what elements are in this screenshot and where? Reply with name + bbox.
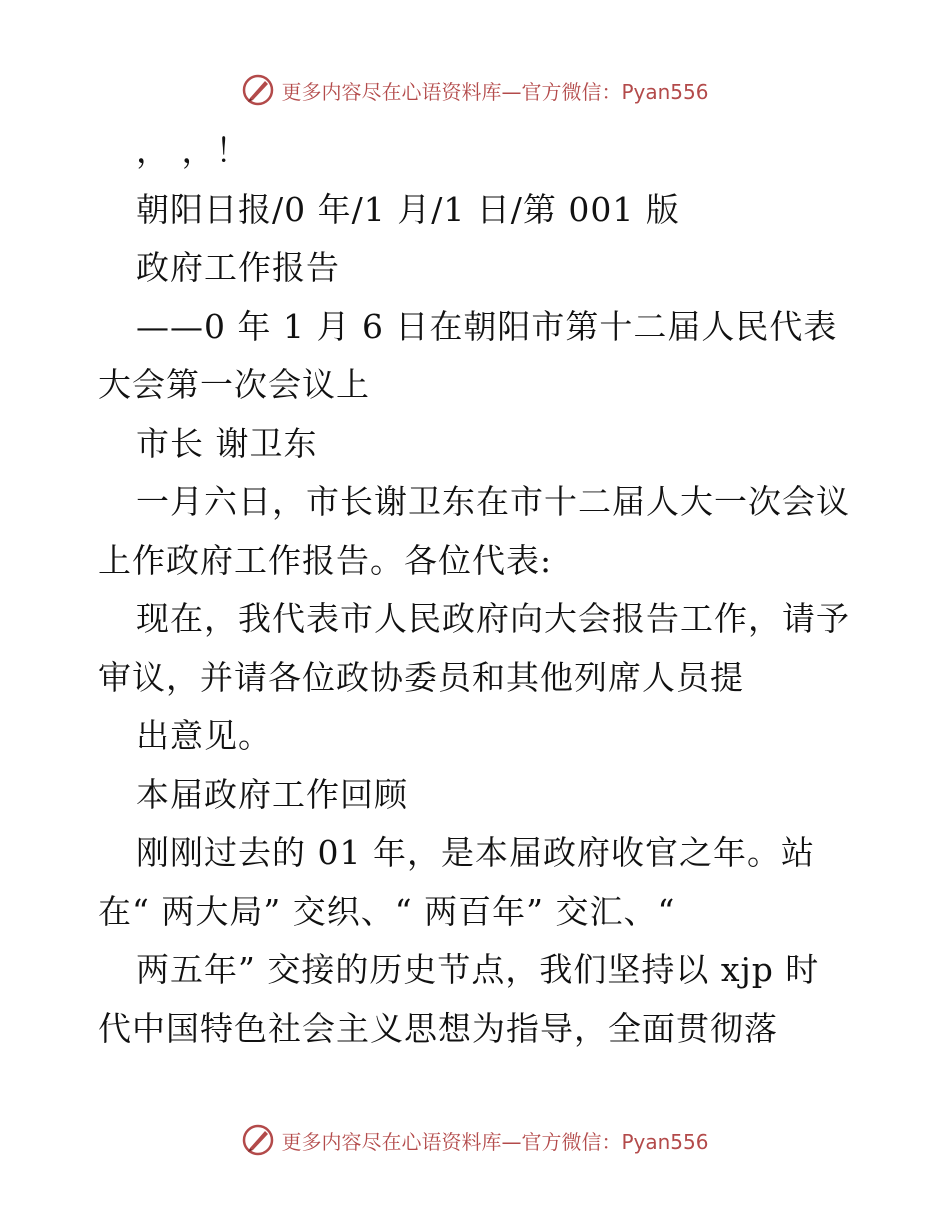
text-line: 两五年” 交接的历史节点，我们坚持以 xjp 时 — [136, 950, 820, 989]
text-line: 在“ 两大局” 交织、“ 两百年” 交汇、“ — [98, 891, 676, 931]
quill-pen-icon — [241, 73, 275, 107]
text-line: 市长 谢卫东 — [136, 423, 318, 463]
text-line: 本届政府工作回顾 — [136, 774, 408, 814]
text-line: 大会第一次会议上 — [98, 365, 370, 404]
text-line: ， ，！ — [136, 131, 250, 170]
text-line: 出意见。 — [136, 716, 272, 755]
document-body — [98, 122, 858, 1058]
watermark-text: 更多内容尽在心语资料库—官方微信：Pyan556 — [281, 1129, 709, 1154]
text-line: 政府工作报告 — [136, 248, 340, 287]
text-line: 上作政府工作报告。各位代表: — [98, 540, 553, 580]
text-line: ——0 年 1 月 6 日在朝阳市第十二届人民代表 — [136, 306, 838, 346]
text-line: 现在，我代表市人民政府向大会报告工作，请予 — [136, 599, 850, 638]
text-line: 刚刚过去的 01 年，是本届政府收官之年。站 — [136, 833, 815, 872]
watermark-text: 更多内容尽在心语资料库—官方微信：Pyan556 — [281, 79, 709, 104]
text-line: 朝阳日报/0 年/1 月/1 日/第 001 版 — [136, 189, 680, 229]
text-line: 一月六日，市长谢卫东在市十二届人大一次会议 — [136, 482, 850, 521]
text-line: 审议，并请各位政协委员和其他列席人员提 — [98, 657, 744, 697]
header-watermark — [0, 70, 950, 110]
footer-watermark — [0, 1120, 950, 1160]
text-line: 代中国特色社会主义思想为指导，全面贯彻落 — [98, 1008, 778, 1048]
quill-pen-icon — [241, 1123, 275, 1157]
